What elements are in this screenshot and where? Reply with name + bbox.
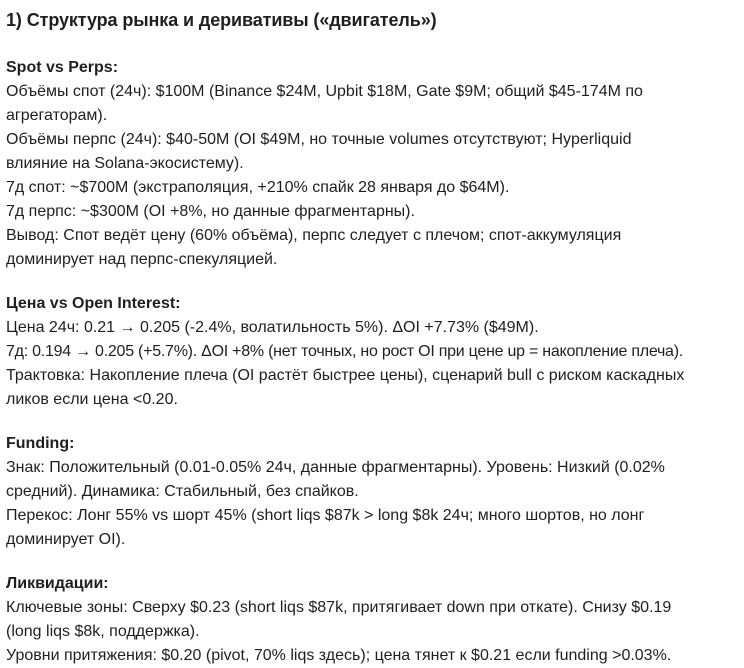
- paragraph: 7д спот: ~$700M (экстраполяция, +210% спайк 28 января до $64M).: [6, 179, 510, 196]
- paragraph: Уровни притяжения: $0.20 (pivot, 70% liqs здесь); цена тянет к $0.21 если funding >0.03%.: [6, 647, 672, 664]
- paragraph: Знак: Положительный (0.01-0.05% 24ч, данные фрагментарны). Уровень: Низкий (0.02% средний). Динамика: Стабильный, без спайков.: [6, 459, 665, 500]
- section-heading: Funding:: [6, 435, 75, 452]
- section-heading: Цена vs Open Interest:: [6, 295, 181, 312]
- section-liquidations: [6, 572, 744, 668]
- section-heading: Ликвидации:: [6, 575, 109, 592]
- paragraph: Перекос: Лонг 55% vs шорт 45% (short liqs $87k > long $8k 24ч; много шортов, но лонг доминирует OI).: [6, 507, 645, 548]
- section-price-vs-oi: [6, 292, 744, 412]
- paragraph: Цена 24ч: 0.21 → 0.205 (-2.4%, волатильность 5%). ΔOI +7.73% ($49M).: [6, 319, 539, 336]
- paragraph: Вывод: Спот ведёт цену (60% объёма), перпс следует с плечом; спот-аккумуляция доминирует над перпс-спекуляцией.: [6, 227, 622, 268]
- section-heading: Spot vs Perps:: [6, 59, 119, 76]
- section-spot-vs-perps: [6, 56, 744, 272]
- document-title: 1) Структура рынка и деривативы («двигатель»): [6, 10, 437, 30]
- paragraph: Объёмы спот (24ч): $100M (Binance $24M, Upbit $18M, Gate $9M; общий $45-174M по агрегаторам).: [6, 83, 643, 124]
- paragraph: Объёмы перпс (24ч): $40-50M (OI $49M, но точные volumes отсутствуют; Hyperliquid влияние на Solana-экосистему).: [6, 131, 632, 172]
- paragraph: 7д перпс: ~$300M (OI +8%, но данные фрагментарны).: [6, 203, 415, 220]
- paragraph: Трактовка: Накопление плеча (OI растёт быстрее цены), сценарий bull с риском каскадных ликов если цена <0.20.: [6, 367, 685, 408]
- paragraph: Ключевые зоны: Сверху $0.23 (short liqs $87k, притягивает down при откате). Снизу $0.19 (long liqs $8k, поддержка).: [6, 599, 672, 640]
- paragraph: 7д: 0.194 → 0.205 (+5.7%). ΔOI +8% (нет точных, но рост OI при цене up = накопление плеча).: [6, 343, 683, 360]
- section-funding: [6, 432, 744, 552]
